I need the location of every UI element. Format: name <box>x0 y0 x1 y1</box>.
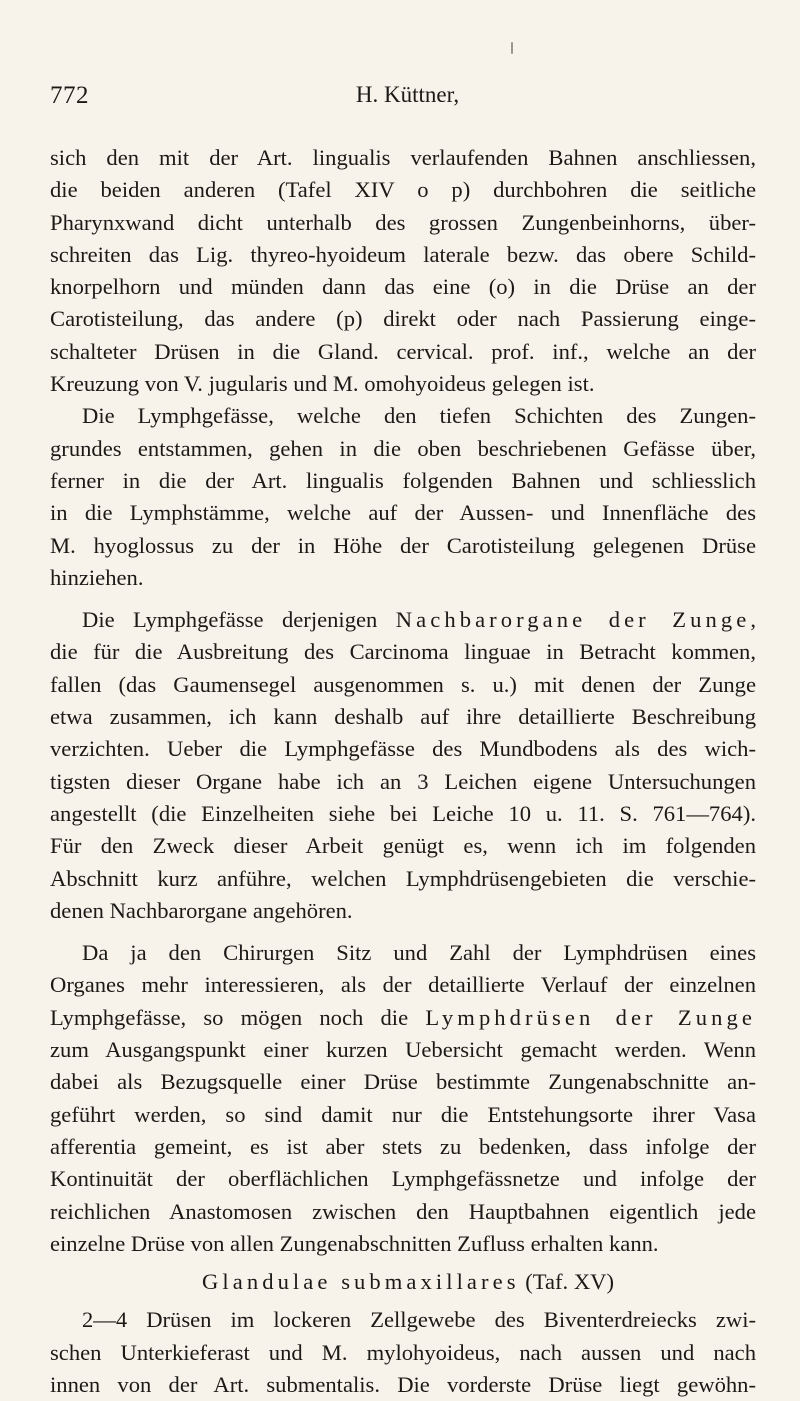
text-line: reichlichen Anastomosen zwischen den Hauptbahnen eigentlich jede <box>50 1198 756 1224</box>
spaced-emphasis: Nachbarorgane der Zunge <box>395 607 751 633</box>
text-run: , <box>750 607 756 633</box>
body-text <box>50 142 756 1401</box>
text-run: Die Lymphgefässe derjenigen <box>82 607 396 633</box>
text-line: afferentia gemeint, es ist aber stets zu bedenken, dass infolge der <box>50 1133 756 1159</box>
text-line: Kreuzung von V. jugularis und M. omohyoideus gelegen ist. <box>50 371 595 397</box>
text-line <box>50 604 756 636</box>
section-heading <box>50 1266 756 1298</box>
text-line: grundes entstammen, gehen in die oben beschriebenen Gefässe über, <box>50 435 756 461</box>
text-line: innen von der Art. submentalis. Die vorderste Drüse liegt gewöhn- <box>50 1371 756 1397</box>
text-line: sich den mit der Art. lingualis verlaufenden Bahnen anschliessen, <box>50 145 756 170</box>
text-line: etwa zusammen, ich kann deshalb auf ihre detaillierte Beschreibung <box>50 704 756 730</box>
text-line: hinziehen. <box>50 564 144 590</box>
text-line <box>50 1002 756 1034</box>
text-line: ferner in die der Art. lingualis folgenden Bahnen und schliesslich <box>50 467 756 493</box>
text-line: in die Lymphstämme, welche auf der Aussen- und Innenfläche des <box>50 500 756 526</box>
text-line: Abschnitt kurz anführe, welchen Lymphdrüsengebieten die verschie- <box>50 865 756 891</box>
text-line: Pharynxwand dicht unterhalb des grossen Zungenbeinhorns, über- <box>50 209 756 235</box>
text-line: die beiden anderen (Tafel XIV o p) durchbohren die seitliche <box>50 177 756 203</box>
text-line: einzelne Drüse von allen Zungenabschnitten Zufluss erhalten kann. <box>50 1230 659 1256</box>
text-line: denen Nachbarorgane angehören. <box>50 897 353 923</box>
section-title: Glandulae submaxillares <box>202 1269 520 1295</box>
running-head: H. Küttner, <box>355 82 460 107</box>
text-line: 2—4 Drüsen im lockeren Zellgewebe des Biventerdreiecks zwi- <box>82 1307 756 1333</box>
text-line: schen Unterkieferast und M. mylohyoideus, nach aussen und nach <box>50 1339 756 1365</box>
text-line: tigsten dieser Organe habe ich an 3 Leichen eigene Untersuchungen <box>50 768 756 794</box>
text-line: geführt werden, so sind damit nur die Entstehungsorte ihrer Vasa <box>50 1101 756 1127</box>
text-line: Die Lymphgefässe, welche den tiefen Schichten des Zungen- <box>82 403 756 429</box>
text-line: angestellt (die Einzelheiten siehe bei Leiche 10 u. 11. S. 761—764). <box>50 800 756 826</box>
text-line: zum Ausgangspunkt einer kurzen Uebersicht gemacht werden. Wenn <box>50 1037 756 1063</box>
text-line: Für den Zweck dieser Arbeit genügt es, wenn ich im folgenden <box>50 833 756 859</box>
scan-artifact <box>511 42 513 54</box>
text-line: schalteter Drüsen in die Gland. cervical. prof. inf., welche an der <box>50 338 756 364</box>
text-line: Kontinuität der oberflächlichen Lymphgefässnetze und infolge der <box>50 1166 756 1192</box>
text-line: M. hyoglossus zu der in Höhe der Carotisteilung gelegenen Drüse <box>50 532 756 558</box>
page-header <box>50 82 755 116</box>
text-line: dabei als Bezugsquelle einer Drüse bestimmte Zungenabschnitte an- <box>50 1069 756 1095</box>
text-line: Da ja den Chirurgen Sitz und Zahl der Lymphdrüsen eines <box>82 940 756 966</box>
text-line: Organes mehr interessieren, als der detaillierte Verlauf der einzelnen <box>50 972 756 998</box>
spaced-emphasis: Lymphdrüsen der Zunge <box>425 1004 756 1030</box>
text-line: Carotisteilung, das andere (p) direkt oder nach Passierung einge- <box>50 306 756 332</box>
text-line: schreiten das Lig. thyreo-hyoideum laterale bezw. das obere Schild- <box>50 241 756 267</box>
text-line: fallen (das Gaumensegel ausgenommen s. u.) mit denen der Zunge <box>50 671 756 697</box>
text-line: verzichten. Ueber die Lymphgefässe des Mundbodens als des wich- <box>50 736 756 762</box>
text-run: Lymphgefässe, so mögen noch die <box>50 1004 426 1030</box>
text-line: die für die Ausbreitung des Carcinoma linguae in Betracht kommen, <box>50 639 756 665</box>
page-number: 772 <box>50 82 89 109</box>
section-plate-ref: (Taf. XV) <box>519 1269 614 1295</box>
text-line: knorpelhorn und münden dann das eine (o) in die Drüse an der <box>50 274 756 300</box>
